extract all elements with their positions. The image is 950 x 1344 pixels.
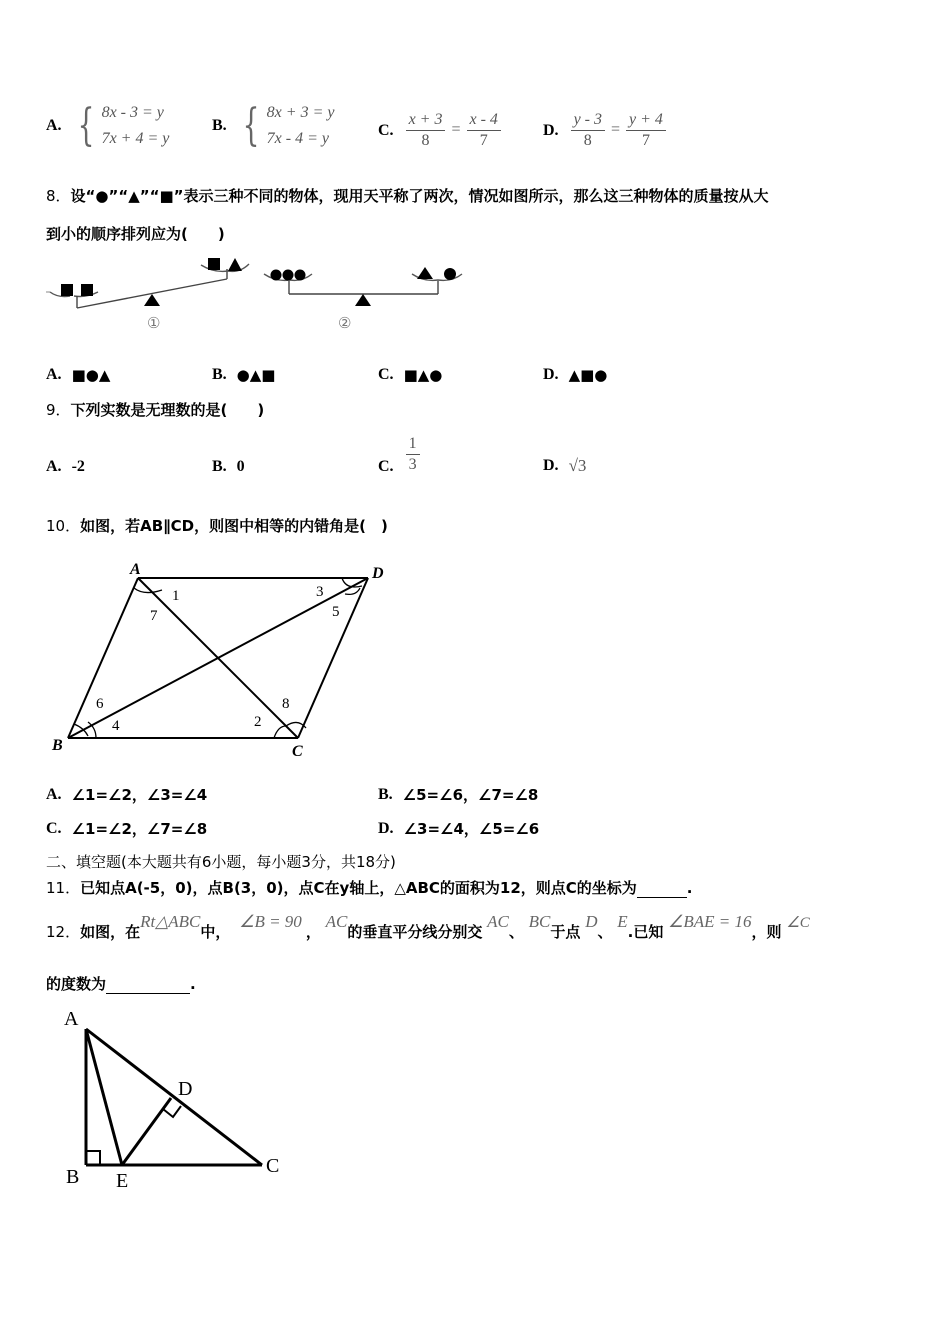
- q8-option-c: [378, 366, 442, 384]
- square-weight: [81, 284, 93, 296]
- q7-option-a: [46, 100, 169, 152]
- denominator: 8: [421, 132, 430, 149]
- q12-stem-line2: [46, 974, 196, 994]
- denominator: 8: [583, 132, 592, 149]
- option-label: A.: [46, 117, 62, 134]
- q7-option-d: [543, 110, 668, 151]
- option-text: -2: [71, 458, 85, 475]
- vertex-label-c: C: [266, 1155, 280, 1177]
- math-point-d: D: [585, 912, 598, 931]
- option-text: ▲■●: [568, 366, 608, 384]
- right-triangle-figure: [56, 1005, 296, 1195]
- circle-weight: [444, 268, 456, 280]
- q8-option-d: [543, 366, 607, 384]
- left-brace-icon: {: [77, 100, 94, 151]
- q8-stem-line2: 到小的顺序排列应为( ): [46, 225, 225, 243]
- square-weight: [208, 258, 220, 270]
- q8-option-a: [46, 366, 110, 384]
- angle-label-1: 1: [172, 588, 180, 604]
- text-segment: 的度数为: [46, 975, 107, 993]
- numerator: x + 3: [406, 110, 446, 131]
- math-point-e: E: [617, 912, 628, 931]
- text-segment: 如图，在: [80, 923, 141, 941]
- parallelogram-figure: [46, 556, 396, 766]
- q9-stem: [46, 400, 264, 420]
- figure-label-1: ①: [147, 316, 161, 332]
- fraction: [406, 434, 420, 475]
- vertex-label-d: D: [178, 1078, 193, 1100]
- fulcrum-icon: [144, 294, 160, 306]
- angle-label-7: 7: [150, 608, 158, 624]
- angle-label-6: 6: [96, 696, 104, 712]
- q9-option-c: [378, 432, 422, 476]
- option-label: D.: [543, 121, 559, 139]
- question-text: 如图，若AB∥CD，则图中相等的内错角是( ): [80, 517, 388, 535]
- equation-row: 7x + 4 = y: [101, 130, 170, 147]
- text-segment: .已知: [627, 923, 664, 941]
- question-number: 9．: [46, 401, 71, 419]
- text-segment: 的垂直平分线分别交: [347, 923, 483, 941]
- numerator: x - 4: [467, 110, 501, 131]
- left-brace-icon: {: [242, 100, 260, 151]
- section-title: 二、填空题(本大题共有6小题，每小题3分，共18分): [46, 853, 396, 871]
- triangle-weight: [228, 258, 242, 271]
- question-number: 10．: [46, 517, 81, 535]
- text-segment: 于点: [550, 923, 581, 941]
- equation-row: 8x - 3 = y: [101, 104, 164, 121]
- angle-label-5: 5: [332, 604, 340, 620]
- option-text: ∠3=∠4，∠5=∠6: [403, 820, 540, 838]
- angle-label-4: 4: [112, 718, 120, 734]
- option-label: B.: [212, 366, 227, 383]
- q10-option-b: [378, 784, 538, 805]
- option-label: B.: [212, 458, 227, 475]
- q10-option-d: [378, 818, 539, 839]
- triangle-weight: [417, 267, 433, 279]
- option-text: ∠1=∠2，∠7=∠8: [71, 820, 208, 838]
- balance-scale-1: [46, 258, 249, 332]
- square-weight: [61, 284, 73, 296]
- numerator: y - 3: [571, 110, 605, 131]
- q10-stem: [46, 516, 388, 536]
- end-period: .: [686, 879, 693, 897]
- q10-option-c: [46, 818, 207, 839]
- option-label: D.: [378, 819, 394, 837]
- vertex-label-e: E: [116, 1170, 129, 1192]
- option-label: C.: [378, 121, 394, 139]
- end-period: .: [190, 975, 196, 993]
- option-label: A.: [46, 785, 62, 803]
- q8-option-b: [212, 366, 275, 384]
- circle-weight: [295, 270, 306, 281]
- question-text: 已知点A(-5，0)，点B(3，0)，点C在y轴上，△ABC的面积为12，则点C的坐标为: [80, 879, 637, 897]
- text-segment: 、: [508, 923, 524, 941]
- question-text: 设“●”“▲”“■”表示三种不同的物体，现用天平称了两次，情况如图所示，那么这三种物体的质量按从大: [70, 187, 769, 205]
- figure-label-2: ②: [338, 316, 352, 332]
- vertex-label-b: B: [52, 737, 63, 754]
- question-number: 11．: [46, 879, 81, 897]
- equation-row: 8x + 3 = y: [266, 104, 335, 121]
- text-segment: ，则: [751, 923, 782, 941]
- text-segment: ，: [305, 923, 321, 941]
- math-triangle: Rt△ABC: [140, 912, 201, 931]
- option-text: ■▲●: [403, 366, 443, 384]
- denominator: 7: [641, 132, 650, 149]
- equals-sign: =: [611, 121, 621, 139]
- option-label: D.: [543, 457, 559, 474]
- angle-label-8: 8: [282, 696, 290, 712]
- angle-label-3: 3: [316, 584, 324, 600]
- text-segment: 中，: [200, 923, 231, 941]
- question-number: 8．: [46, 187, 71, 205]
- option-label: A.: [46, 366, 62, 383]
- option-label: C.: [46, 819, 62, 837]
- option-text: ∠1=∠2，∠3=∠4: [71, 786, 208, 804]
- math-segment-ac: AC: [325, 912, 348, 931]
- answer-blank[interactable]: [106, 993, 190, 994]
- option-text: ●▲■: [236, 366, 276, 384]
- answer-blank[interactable]: [637, 897, 687, 898]
- q9-option-b: [212, 458, 245, 476]
- fraction: [571, 110, 605, 151]
- question-number: 12．: [46, 923, 81, 941]
- equals-sign: =: [451, 121, 461, 139]
- vertex-label-b: B: [66, 1166, 80, 1188]
- q11-stem: [46, 878, 693, 898]
- option-label: C.: [378, 366, 394, 383]
- math-angle-c: ∠C: [786, 915, 810, 931]
- fulcrum-icon: [355, 294, 371, 306]
- denominator: 3: [408, 455, 417, 473]
- fraction-equation: [404, 110, 503, 151]
- sqrt-expression: √3: [568, 456, 587, 475]
- option-label: B.: [212, 117, 227, 134]
- fraction-equation: [569, 110, 668, 151]
- angle-label-2: 2: [254, 714, 262, 730]
- q10-option-a: [46, 784, 207, 805]
- q7-option-b: [212, 100, 334, 152]
- fraction: [626, 110, 666, 151]
- option-text: 0: [236, 458, 245, 475]
- balance-scale-figure: [46, 252, 468, 336]
- numerator: y + 4: [626, 110, 666, 131]
- vertex-label-a: A: [130, 561, 141, 578]
- circle-weight: [271, 270, 282, 281]
- vertex-label-a: A: [64, 1008, 79, 1030]
- numerator: 1: [406, 434, 420, 455]
- question-text: 下列实数是无理数的是( ): [70, 401, 265, 419]
- math-angle-b: ∠B = 90: [239, 912, 302, 931]
- fraction: [406, 110, 446, 151]
- q12-stem-line1: [46, 912, 810, 943]
- option-label: A.: [46, 458, 62, 475]
- option-text: ∠5=∠6，∠7=∠8: [402, 786, 539, 804]
- option-label: C.: [378, 458, 394, 475]
- equation-row: 7x - 4 = y: [266, 130, 329, 147]
- math-angle-bae: ∠BAE = 16: [668, 912, 752, 931]
- math-segment-bc: BC: [528, 912, 551, 931]
- option-label: B.: [378, 785, 393, 803]
- q9-option-a: [46, 458, 85, 476]
- q9-option-d: [543, 456, 586, 476]
- denominator: 7: [479, 132, 488, 149]
- option-text: ■●▲: [71, 366, 111, 384]
- math-segment-ac: AC: [487, 912, 509, 931]
- text-segment: 、: [597, 923, 613, 941]
- q7-option-c: [378, 110, 503, 151]
- equation-system: [72, 100, 170, 152]
- circle-weight: [283, 270, 294, 281]
- vertex-label-c: C: [292, 743, 303, 760]
- vertex-label-d: D: [372, 565, 384, 582]
- balance-scale-2: [264, 267, 462, 332]
- fraction: [467, 110, 501, 151]
- option-label: D.: [543, 366, 559, 383]
- equation-system: [237, 100, 335, 152]
- q8-stem-line1: [46, 186, 769, 206]
